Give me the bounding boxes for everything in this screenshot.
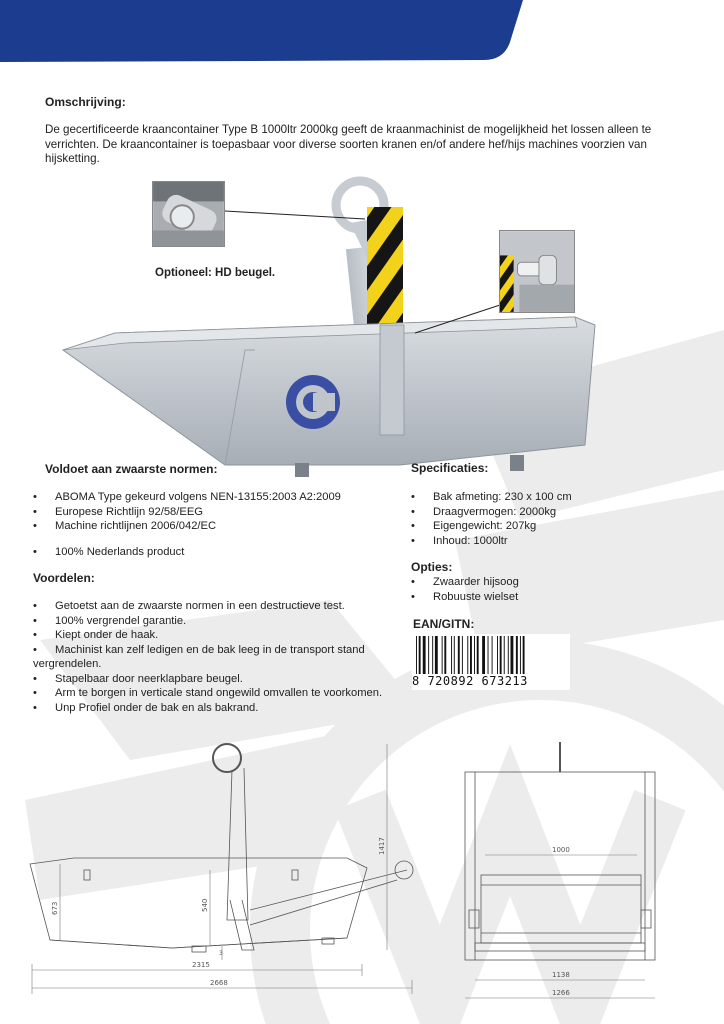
barcode-bar	[470, 636, 472, 676]
barcode-bar	[504, 636, 505, 676]
dim-673: 673	[51, 901, 59, 915]
dim-2315: 2315	[192, 961, 210, 969]
product-image	[55, 175, 600, 480]
list-item: • Arm te borgen in verticale stand ongewild omvallen te voorkomen.	[33, 687, 383, 699]
barcode-bar	[477, 636, 479, 676]
list-item: • Europese Richtlijn 92/58/EEG	[33, 505, 393, 520]
barcode-bar	[454, 636, 455, 676]
dim-540: 540	[201, 898, 209, 912]
norms-heading: Voldoet aan zwaarste normen:	[45, 462, 218, 476]
lock-detail-photo	[499, 230, 575, 313]
list-item: • Machinist kan zelf ledigen en de bak leeg in de transport stand vergrendelen.	[33, 643, 365, 670]
ean-heading: EAN/GITN:	[413, 617, 475, 631]
dim-1417: 1417	[378, 837, 386, 855]
norms-list	[33, 490, 393, 534]
specs-heading: Specificaties:	[411, 461, 489, 475]
list-item: • Zwaarder hijsoog	[411, 575, 651, 590]
dim-3: 3	[219, 950, 223, 957]
barcode-bar	[516, 636, 518, 676]
dim-1266: 1266	[552, 989, 570, 997]
barcode-bar	[520, 636, 521, 676]
description-heading: Omschrijving:	[45, 95, 126, 109]
list-item: • Eigengewicht: 207kg	[411, 519, 651, 534]
specs-list	[411, 490, 651, 548]
barcode-bar	[462, 636, 463, 676]
barcode-bar	[523, 636, 525, 676]
barcode-bar	[508, 636, 509, 676]
list-item: • 100% Nederlands product	[33, 545, 393, 560]
barcode-bar	[423, 636, 426, 676]
dim-1000: 1000	[552, 846, 570, 854]
barcode-bar	[458, 636, 460, 676]
barcode-bar	[442, 636, 443, 676]
list-item: • Draagvermogen: 2000kg	[411, 505, 651, 520]
dim-1138: 1138	[552, 971, 570, 979]
barcode-bar	[435, 636, 438, 676]
options-list	[411, 575, 651, 604]
description-text: De gecertificeerde kraancontainer Type B 1000ltr 2000kg geeft de kraanmachinist de mogelijkheid het lossen alleen te verrichten. De kraancontainer is toepasbaar voor diverse soorten kranen en/of andere hef/hijs machines voorzien van hijsketting.	[45, 123, 652, 165]
barcode-bar	[419, 636, 421, 676]
barcode-bar	[482, 636, 485, 676]
list-item: • Inhoud: 1000ltr	[411, 534, 651, 549]
optional-hd-beugel-label: Optioneel: HD beugel.	[155, 267, 276, 279]
barcode-bar	[416, 636, 417, 676]
options-heading: Opties:	[411, 560, 453, 574]
barcode-bar	[488, 636, 489, 676]
list-item: • Stapelbaar door neerklapbare beugel.	[33, 672, 243, 685]
technical-drawing-side-view	[22, 740, 422, 1022]
ean-digits: 8 720892 673213	[412, 674, 570, 688]
barcode-bar	[500, 636, 502, 676]
list-item: • Unp Profiel onder de bak en als bakrand.	[33, 701, 259, 714]
list-item: • Kiept onder de haak.	[33, 629, 159, 641]
list-item: • Robuuste wielset	[411, 590, 651, 605]
technical-drawing-front-view	[455, 740, 665, 1022]
barcode-bar	[511, 636, 514, 676]
hd-beugel-detail-photo	[152, 181, 225, 247]
barcode-bar	[492, 636, 493, 676]
barcode-bar	[474, 636, 475, 676]
barcode-bar	[451, 636, 452, 676]
list-item: • Getoetst aan de zwaarste normen in een destructieve test.	[33, 600, 345, 612]
barcode-bar	[432, 636, 433, 676]
list-item: • Bak afmeting: 230 x 100 cm	[411, 490, 651, 505]
list-item: • ABOMA Type gekeurd volgens NEN-13155:2003 A2:2009	[33, 490, 393, 505]
barcode-bar	[497, 636, 498, 676]
advantages-list	[33, 599, 395, 715]
advantages-heading: Voordelen:	[33, 571, 95, 585]
list-item: • 100% vergrendel garantie.	[33, 614, 187, 627]
list-item: • Machine richtlijnen 2006/042/EC	[33, 519, 393, 534]
norms-extra-list	[33, 545, 393, 560]
barcode-bar	[444, 636, 446, 676]
barcode-bar	[428, 636, 429, 676]
barcode-bar	[467, 636, 468, 676]
dim-2668: 2668	[210, 979, 228, 987]
